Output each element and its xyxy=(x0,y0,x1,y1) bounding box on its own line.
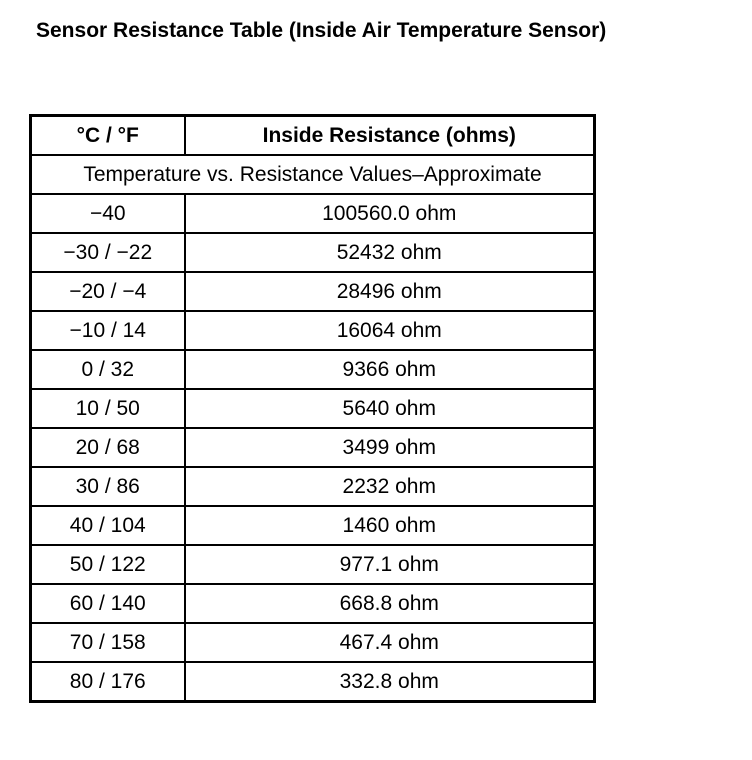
temperature-cell: −30 / −22 xyxy=(31,233,185,272)
resistance-cell: 28496 ohm xyxy=(185,272,595,311)
temperature-cell: −20 / −4 xyxy=(31,272,185,311)
temperature-cell: 60 / 140 xyxy=(31,584,185,623)
temperature-cell: 30 / 86 xyxy=(31,467,185,506)
table-subheader-row xyxy=(31,155,595,194)
table-row xyxy=(31,506,595,545)
temperature-cell: 0 / 32 xyxy=(31,350,185,389)
temperature-cell: 50 / 122 xyxy=(31,545,185,584)
resistance-cell: 100560.0 ohm xyxy=(185,194,595,233)
resistance-cell: 9366 ohm xyxy=(185,350,595,389)
temperature-cell: 10 / 50 xyxy=(31,389,185,428)
resistance-cell: 977.1 ohm xyxy=(185,545,595,584)
temperature-cell: −10 / 14 xyxy=(31,311,185,350)
resistance-cell: 1460 ohm xyxy=(185,506,595,545)
resistance-table xyxy=(29,114,596,703)
resistance-cell: 3499 ohm xyxy=(185,428,595,467)
resistance-cell: 5640 ohm xyxy=(185,389,595,428)
temperature-column-header: °C / °F xyxy=(31,116,185,156)
table-row xyxy=(31,272,595,311)
table-row xyxy=(31,623,595,662)
table-row xyxy=(31,467,595,506)
table-row xyxy=(31,194,595,233)
resistance-column-header: Inside Resistance (ohms) xyxy=(185,116,595,156)
resistance-cell: 2232 ohm xyxy=(185,467,595,506)
table-row xyxy=(31,311,595,350)
table-row xyxy=(31,233,595,272)
table-row xyxy=(31,584,595,623)
table-row xyxy=(31,545,595,584)
temperature-cell: 80 / 176 xyxy=(31,662,185,702)
resistance-cell: 332.8 ohm xyxy=(185,662,595,702)
resistance-cell: 52432 ohm xyxy=(185,233,595,272)
table-row xyxy=(31,428,595,467)
temperature-cell: 70 / 158 xyxy=(31,623,185,662)
temperature-cell: 40 / 104 xyxy=(31,506,185,545)
table-row xyxy=(31,389,595,428)
resistance-cell: 668.8 ohm xyxy=(185,584,595,623)
temperature-cell: 20 / 68 xyxy=(31,428,185,467)
table-header-row xyxy=(31,116,595,156)
resistance-cell: 467.4 ohm xyxy=(185,623,595,662)
table-subheader: Temperature vs. Resistance Values–Approximate xyxy=(31,155,595,194)
table-row xyxy=(31,350,595,389)
resistance-cell: 16064 ohm xyxy=(185,311,595,350)
page-title: Sensor Resistance Table (Inside Air Temperature Sensor) xyxy=(36,19,607,42)
table-row xyxy=(31,662,595,702)
temperature-cell: −40 xyxy=(31,194,185,233)
